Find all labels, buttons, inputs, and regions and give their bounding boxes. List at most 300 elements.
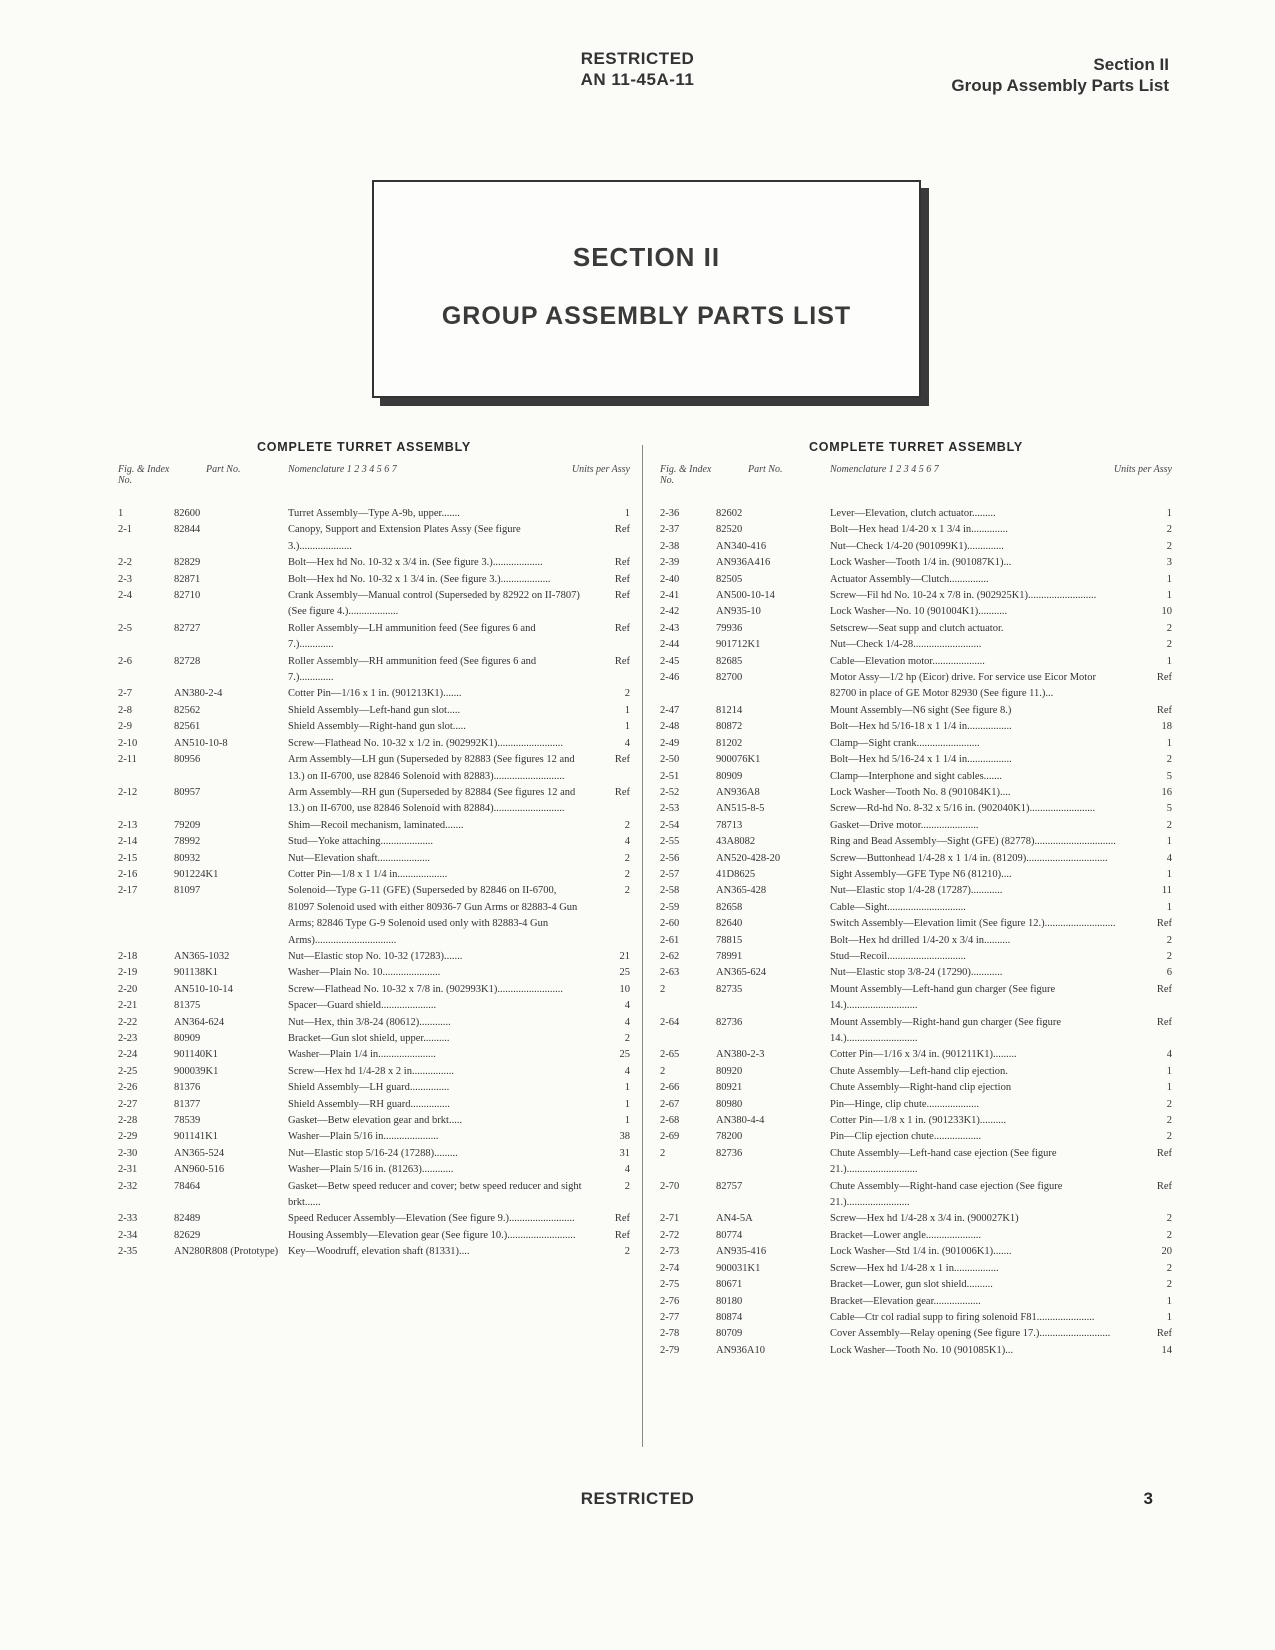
units-cell: Ref bbox=[1156, 1147, 1172, 1159]
fig-index-cell: 2-32 bbox=[118, 1180, 138, 1192]
table-row bbox=[660, 588, 1172, 604]
table-row bbox=[118, 506, 630, 522]
fig-index-cell: 2-37 bbox=[660, 524, 680, 536]
units-cell: 2 bbox=[1166, 1213, 1172, 1225]
fig-index-cell: 2-61 bbox=[660, 934, 680, 946]
table-row bbox=[118, 834, 630, 850]
nomenclature-cell: Arm Assembly—LH gun (Superseded by 82883 (See figures 12 and 13.) on II-6700, use 82846 Solenoid with 82883)........................... bbox=[288, 754, 575, 782]
nomenclature-cell: Canopy, Support and Extension Plates Assy (See figure 3.).................... bbox=[288, 524, 521, 552]
part-number-cell: 81097 bbox=[174, 885, 201, 897]
part-number-cell: AN510-10-8 bbox=[174, 737, 228, 749]
table-row bbox=[118, 1129, 630, 1145]
table-row bbox=[118, 851, 630, 867]
fig-index-cell: 1 bbox=[118, 508, 124, 519]
part-number-cell: AN380-2-4 bbox=[174, 688, 223, 700]
fig-index-cell: 2-42 bbox=[660, 606, 680, 618]
part-number-cell: AN280R808 (Prototype) bbox=[174, 1246, 279, 1258]
table-row bbox=[660, 900, 1172, 916]
nomenclature-cell: Nut—Check 1/4-20 (901099K1).............. bbox=[830, 540, 1004, 552]
part-number-cell: AN935-10 bbox=[716, 606, 761, 618]
units-cell: 31 bbox=[619, 1147, 630, 1159]
fig-index-cell: 2-7 bbox=[118, 688, 132, 700]
table-row bbox=[660, 555, 1172, 571]
nomenclature-cell: Nut—Elastic stop 3/8-24 (17290)............ bbox=[830, 967, 1003, 979]
part-number-cell: AN380-4-4 bbox=[716, 1115, 765, 1127]
fig-index-cell: 2-29 bbox=[118, 1131, 138, 1143]
table-row bbox=[118, 1064, 630, 1080]
fig-index-cell: 2 bbox=[660, 1065, 666, 1077]
units-cell: Ref bbox=[614, 655, 630, 667]
units-cell: 5 bbox=[1166, 770, 1172, 782]
table-row bbox=[660, 1211, 1172, 1227]
col-header-part-no: Part No. bbox=[748, 464, 783, 475]
nomenclature-cell: Cotter Pin—1/8 x 1 1/4 in................... bbox=[288, 868, 448, 880]
table-row bbox=[118, 686, 630, 702]
fig-index-cell: 2-33 bbox=[118, 1213, 138, 1225]
table-row bbox=[660, 916, 1172, 932]
table-row bbox=[660, 539, 1172, 555]
part-number-cell: AN365-624 bbox=[716, 967, 767, 979]
table-row bbox=[660, 506, 1172, 522]
units-cell: 2 bbox=[624, 819, 630, 831]
fig-index-cell: 2-39 bbox=[660, 557, 680, 569]
fig-index-cell: 2-24 bbox=[118, 1049, 138, 1061]
part-number-cell: 82562 bbox=[174, 704, 201, 716]
part-number-cell: 82520 bbox=[716, 524, 743, 536]
part-number-cell: AN365-428 bbox=[716, 885, 767, 897]
table-row bbox=[660, 1261, 1172, 1277]
table-title: COMPLETE TURRET ASSEMBLY bbox=[808, 440, 1024, 454]
units-cell: 2 bbox=[1166, 950, 1172, 962]
nomenclature-cell: Screw—Rd-hd No. 8-32 x 5/16 in. (902040K1)......................... bbox=[830, 803, 1096, 815]
table-row bbox=[118, 1228, 630, 1244]
col-header-units: Units per Assy bbox=[571, 464, 630, 475]
part-number-cell: 80909 bbox=[174, 1033, 201, 1044]
units-cell: 25 bbox=[619, 967, 630, 979]
table-row bbox=[660, 965, 1172, 981]
table-title: COMPLETE TURRET ASSEMBLY bbox=[256, 440, 472, 454]
fig-index-cell: 2-36 bbox=[660, 508, 680, 519]
table-row bbox=[660, 1310, 1172, 1326]
units-cell: 2 bbox=[1166, 639, 1172, 651]
fig-index-cell: 2-6 bbox=[118, 655, 132, 667]
table-row bbox=[118, 703, 630, 719]
part-number-cell: 78200 bbox=[716, 1131, 743, 1143]
units-cell: 1 bbox=[1166, 1311, 1172, 1323]
table-row bbox=[660, 1326, 1172, 1342]
nomenclature-cell: Bolt—Hex head 1/4-20 x 1 3/4 in.............. bbox=[830, 524, 1008, 536]
nomenclature-cell: Lock Washer—Std 1/4 in. (901006K1)....... bbox=[830, 1246, 1012, 1258]
table-row bbox=[660, 522, 1172, 538]
nomenclature-cell: Shim—Recoil mechanism, laminated....... bbox=[288, 819, 464, 831]
part-number-cell: 80671 bbox=[716, 1279, 743, 1291]
table-row bbox=[660, 1294, 1172, 1310]
units-cell: Ref bbox=[614, 590, 630, 602]
units-cell: 2 bbox=[624, 885, 630, 897]
nomenclature-cell: Cable—Ctr col radial supp to firing solenoid F81...................... bbox=[830, 1311, 1095, 1323]
table-row bbox=[118, 1162, 630, 1178]
table-row bbox=[118, 1080, 630, 1096]
table-row bbox=[118, 818, 630, 834]
part-number-cell: 900031K1 bbox=[716, 1262, 761, 1274]
nomenclature-cell: Shield Assembly—Left-hand gun slot..... bbox=[288, 704, 461, 716]
nomenclature-cell: Nut—Elastic stop 5/16-24 (17288)......... bbox=[288, 1147, 458, 1159]
part-number-cell: 82700 bbox=[716, 672, 743, 684]
col-header-units: Units per Assy bbox=[1113, 464, 1172, 475]
nomenclature-cell: Screw—Hex hd 1/4-28 x 1 in................. bbox=[830, 1262, 999, 1274]
units-cell: 11 bbox=[1161, 885, 1172, 897]
units-cell: Ref bbox=[614, 557, 630, 569]
nomenclature-cell: Screw—Hex hd 1/4-28 x 3/4 in. (900027K1) bbox=[830, 1213, 1019, 1225]
part-number-cell: 41D8625 bbox=[716, 868, 756, 880]
fig-index-cell: 2-66 bbox=[660, 1082, 680, 1094]
fig-index-cell: 2-63 bbox=[660, 967, 680, 979]
units-cell: 2 bbox=[1166, 1229, 1172, 1241]
nomenclature-cell: Washer—Plain No. 10...................... bbox=[288, 967, 441, 979]
nomenclature-cell: Solenoid—Type G-11 (GFE) (Superseded by 82846 on II-6700, 81097 Solenoid used with either 80936-7 Gun Arms or 82883-4 Gun Arms; 82846 Type G-9 Solenoid used only with 82883-4 Gun Arms)............................... bbox=[288, 885, 578, 946]
fig-index-cell: 2-76 bbox=[660, 1295, 680, 1307]
nomenclature-cell: Mount Assembly—Left-hand gun charger (See figure 14.)........................... bbox=[830, 983, 1056, 1012]
units-cell: 1 bbox=[1166, 1295, 1172, 1307]
nomenclature-cell: Ring and Bead Assembly—Sight (GFE) (82778)............................... bbox=[830, 836, 1116, 848]
nomenclature-cell: Chute Assembly—Right-hand case ejection (See figure 21.)........................ bbox=[830, 1180, 1063, 1209]
part-number-cell: 901138K1 bbox=[174, 967, 218, 979]
part-number-cell: AN935-416 bbox=[716, 1246, 767, 1258]
fig-index-cell: 2-15 bbox=[118, 852, 138, 864]
part-number-cell: AN936A10 bbox=[716, 1344, 765, 1356]
nomenclature-cell: Bracket—Gun slot shield, upper.......... bbox=[288, 1033, 450, 1044]
nomenclature-cell: Shield Assembly—LH guard............... bbox=[288, 1082, 450, 1094]
fig-index-cell: 2-30 bbox=[118, 1147, 138, 1159]
table-row bbox=[118, 654, 630, 687]
nomenclature-cell: Cotter Pin—1/16 x 3/4 in. (901211K1)......... bbox=[830, 1049, 1017, 1061]
nomenclature-cell: Setscrew—Seat supp and clutch actuator. bbox=[830, 622, 1004, 634]
nomenclature-cell: Washer—Plain 5/16 in..................... bbox=[288, 1131, 439, 1143]
nomenclature-cell: Turret Assembly—Type A-9b, upper....... bbox=[288, 508, 460, 519]
units-cell: Ref bbox=[614, 1213, 630, 1225]
fig-index-cell: 2-69 bbox=[660, 1131, 680, 1143]
units-cell: 4 bbox=[1166, 1049, 1172, 1061]
units-cell: Ref bbox=[1156, 704, 1172, 716]
table-row bbox=[660, 637, 1172, 653]
units-cell: Ref bbox=[1156, 672, 1172, 684]
fig-index-cell: 2-25 bbox=[118, 1065, 138, 1077]
table-row bbox=[660, 621, 1172, 637]
fig-index-cell: 2-14 bbox=[118, 836, 138, 848]
units-cell: 38 bbox=[619, 1131, 630, 1143]
part-number-cell: 82735 bbox=[716, 983, 743, 995]
table-row bbox=[118, 588, 630, 621]
table-row bbox=[118, 1015, 630, 1031]
part-number-cell: 82602 bbox=[716, 508, 743, 519]
part-number-cell: 82489 bbox=[174, 1213, 201, 1225]
nomenclature-cell: Bracket—Lower, gun slot shield.......... bbox=[830, 1279, 993, 1291]
units-cell: 2 bbox=[1166, 754, 1172, 766]
units-cell: 2 bbox=[1166, 1279, 1172, 1291]
table-row bbox=[660, 801, 1172, 817]
units-cell: 5 bbox=[1166, 803, 1172, 815]
nomenclature-cell: Clamp—Interphone and sight cables....... bbox=[830, 770, 1003, 782]
nomenclature-cell: Lock Washer—Tooth No. 10 (901085K1)... bbox=[830, 1344, 1014, 1356]
table-row bbox=[660, 949, 1172, 965]
table-row bbox=[118, 867, 630, 883]
nomenclature-cell: Stud—Yoke attaching.................... bbox=[288, 836, 434, 848]
fig-index-cell: 2-67 bbox=[660, 1098, 680, 1110]
units-cell: 18 bbox=[1161, 721, 1172, 733]
nomenclature-cell: Key—Woodruff, elevation shaft (81331).... bbox=[288, 1246, 470, 1258]
part-number-cell: 82561 bbox=[174, 721, 201, 733]
nomenclature-cell: Crank Assembly—Manual control (Superseded by 82922 on II-7807) (See figure 4.)................... bbox=[288, 590, 580, 618]
table-row bbox=[118, 1146, 630, 1162]
units-cell: Ref bbox=[1156, 918, 1172, 930]
part-number-cell: 900076K1 bbox=[716, 754, 761, 766]
nomenclature-cell: Chute Assembly—Left-hand case ejection (See figure 21.)........................... bbox=[830, 1147, 1057, 1176]
part-number-cell: 80874 bbox=[716, 1311, 743, 1323]
units-cell: Ref bbox=[1156, 983, 1172, 995]
fig-index-cell: 2-48 bbox=[660, 721, 680, 733]
fig-index-cell: 2-45 bbox=[660, 655, 680, 667]
units-cell: 2 bbox=[624, 852, 630, 864]
nomenclature-cell: Bolt—Hex hd 5/16-18 x 1 1/4 in................. bbox=[830, 721, 1012, 733]
part-number-cell: 78991 bbox=[716, 950, 743, 962]
part-number-cell: AN936A8 bbox=[716, 786, 760, 798]
part-number-cell: 81376 bbox=[174, 1082, 201, 1094]
part-number-cell: AN364-624 bbox=[174, 1016, 225, 1028]
fig-index-cell: 2-28 bbox=[118, 1115, 138, 1127]
part-number-cell: AN515-8-5 bbox=[716, 803, 765, 815]
fig-index-cell: 2-19 bbox=[118, 967, 138, 979]
nomenclature-cell: Switch Assembly—Elevation limit (See figure 12.)........................... bbox=[830, 918, 1116, 930]
part-number-cell: AN936A416 bbox=[716, 557, 771, 569]
part-number-cell: 82757 bbox=[716, 1180, 743, 1192]
units-cell: 2 bbox=[624, 1033, 630, 1044]
units-cell: Ref bbox=[1156, 1328, 1172, 1340]
units-cell: 1 bbox=[1166, 590, 1172, 602]
nomenclature-cell: Cotter Pin—1/8 x 1 in. (901233K1).......... bbox=[830, 1115, 1007, 1127]
fig-index-cell: 2-2 bbox=[118, 557, 132, 569]
nomenclature-cell: Washer—Plain 1/4 in...................... bbox=[288, 1049, 436, 1061]
units-cell: Ref bbox=[614, 524, 630, 536]
units-cell: 21 bbox=[619, 950, 630, 962]
part-number-cell: 80872 bbox=[716, 721, 743, 733]
fig-index-cell: 2-72 bbox=[660, 1229, 680, 1241]
part-number-cell: 82658 bbox=[716, 901, 743, 913]
part-number-cell: 82736 bbox=[716, 1016, 743, 1028]
fig-index-cell: 2-9 bbox=[118, 721, 132, 733]
fig-index-cell: 2-11 bbox=[118, 754, 137, 766]
fig-index-cell: 2-26 bbox=[118, 1082, 138, 1094]
fig-index-cell: 2-27 bbox=[118, 1098, 138, 1110]
part-number-cell: 78464 bbox=[174, 1180, 201, 1192]
table-row bbox=[118, 719, 630, 735]
nomenclature-cell: Gasket—Betw speed reducer and cover; betw speed reducer and sight brkt...... bbox=[288, 1180, 582, 1209]
table-row bbox=[660, 1097, 1172, 1113]
units-cell: 2 bbox=[624, 1180, 630, 1192]
table-body bbox=[118, 506, 630, 1261]
fig-index-cell: 2-44 bbox=[660, 639, 680, 651]
col-header-nomenclature: Nomenclature 1 2 3 4 5 6 7 bbox=[288, 464, 397, 475]
units-cell: 6 bbox=[1166, 967, 1172, 979]
nomenclature-cell: Lock Washer—No. 10 (901004K1)........... bbox=[830, 606, 1008, 618]
table-row bbox=[118, 1244, 630, 1260]
table-row bbox=[660, 834, 1172, 850]
fig-index-cell: 2-31 bbox=[118, 1164, 138, 1176]
units-cell: 25 bbox=[619, 1049, 630, 1061]
table-row bbox=[660, 1343, 1172, 1359]
part-number-cell: 901712K1 bbox=[716, 639, 761, 651]
part-number-cell: 82727 bbox=[174, 622, 201, 634]
header-document-number: AN 11-45A-11 bbox=[580, 70, 695, 89]
units-cell: 2 bbox=[1166, 622, 1172, 634]
part-number-cell: 82505 bbox=[716, 573, 743, 585]
table-row bbox=[118, 621, 630, 654]
header-section: Section II bbox=[1093, 55, 1169, 74]
nomenclature-cell: Nut—Elastic stop 1/4-28 (17287)............ bbox=[830, 885, 1003, 897]
nomenclature-cell: Bracket—Lower angle..................... bbox=[830, 1229, 982, 1241]
part-number-cell: 82736 bbox=[716, 1147, 743, 1159]
nomenclature-cell: Housing Assembly—Elevation gear (See figure 10.).......................... bbox=[288, 1229, 576, 1241]
fig-index-cell: 2-73 bbox=[660, 1246, 680, 1258]
part-number-cell: 82600 bbox=[174, 508, 201, 519]
part-number-cell: 82629 bbox=[174, 1229, 201, 1241]
nomenclature-cell: Lock Washer—Tooth 1/4 in. (901087K1)... bbox=[830, 557, 1012, 569]
fig-index-cell: 2-53 bbox=[660, 803, 680, 815]
table-row bbox=[660, 1277, 1172, 1293]
table-row bbox=[660, 1113, 1172, 1129]
units-cell: 1 bbox=[1166, 901, 1172, 913]
part-number-cell: 901224K1 bbox=[174, 868, 219, 880]
part-number-cell: AN340-416 bbox=[716, 540, 767, 552]
fig-index-cell: 2-51 bbox=[660, 770, 680, 782]
part-number-cell: 78713 bbox=[716, 819, 743, 831]
table-row bbox=[660, 933, 1172, 949]
nomenclature-cell: Cable—Elevation motor.................... bbox=[830, 655, 985, 667]
units-cell: 4 bbox=[624, 1000, 630, 1012]
fig-index-cell: 2-54 bbox=[660, 819, 680, 831]
nomenclature-cell: Washer—Plain 5/16 in. (81263)............ bbox=[288, 1164, 454, 1176]
table-row bbox=[118, 522, 630, 555]
nomenclature-cell: Bolt—Hex hd No. 10-32 x 3/4 in. (See figure 3.)................... bbox=[288, 557, 543, 569]
fig-index-cell: 2-70 bbox=[660, 1180, 680, 1192]
nomenclature-cell: Lock Washer—Tooth No. 8 (901084K1).... bbox=[830, 786, 1011, 798]
part-number-cell: 81375 bbox=[174, 1000, 201, 1012]
nomenclature-cell: Nut—Hex, thin 3/8-24 (80612)............ bbox=[288, 1016, 451, 1028]
units-cell: 2 bbox=[1166, 934, 1172, 946]
nomenclature-cell: Screw—Buttonhead 1/4-28 x 1 1/4 in. (81209)............................... bbox=[830, 852, 1108, 864]
nomenclature-cell: Nut—Elevation shaft.................... bbox=[288, 852, 431, 864]
nomenclature-cell: Cotter Pin—1/16 x 1 in. (901213K1)....... bbox=[288, 688, 462, 700]
part-number-cell: 82640 bbox=[716, 918, 743, 930]
fig-index-cell: 2-47 bbox=[660, 704, 680, 716]
fig-index-cell: 2-1 bbox=[118, 524, 132, 536]
nomenclature-cell: Spacer—Guard shield..................... bbox=[288, 1000, 437, 1012]
fig-index-cell: 2-4 bbox=[118, 590, 132, 602]
page-number: 3 bbox=[1143, 1489, 1153, 1508]
part-number-cell: AN4-5A bbox=[716, 1213, 753, 1225]
part-number-cell: 80920 bbox=[716, 1065, 743, 1077]
column-divider bbox=[642, 445, 643, 1447]
fig-index-cell: 2-71 bbox=[660, 1213, 680, 1225]
nomenclature-cell: Lever—Elevation, clutch actuator......... bbox=[830, 508, 996, 519]
fig-index-cell: 2-57 bbox=[660, 868, 680, 880]
part-number-cell: 78992 bbox=[174, 836, 201, 848]
fig-index-cell: 2-58 bbox=[660, 885, 680, 897]
table-row bbox=[660, 982, 1172, 1015]
part-number-cell: 79936 bbox=[716, 622, 743, 634]
nomenclature-cell: Chute Assembly—Left-hand clip ejection. bbox=[830, 1065, 1008, 1077]
table-row bbox=[660, 785, 1172, 801]
nomenclature-cell: Bracket—Elevation gear.................. bbox=[830, 1295, 981, 1307]
fig-index-cell: 2-5 bbox=[118, 622, 132, 634]
table-row bbox=[118, 572, 630, 588]
col-header-fig-index: Fig. & Index No. bbox=[660, 464, 712, 486]
units-cell: 2 bbox=[1166, 524, 1172, 536]
nomenclature-cell: Chute Assembly—Right-hand clip ejection bbox=[830, 1082, 1012, 1094]
part-number-cell: 80909 bbox=[716, 770, 743, 782]
section-heading: SECTION II bbox=[572, 242, 721, 272]
table-row bbox=[118, 555, 630, 571]
units-cell: 2 bbox=[1166, 1098, 1172, 1110]
part-number-cell: AN365-1032 bbox=[174, 950, 230, 962]
table-row bbox=[660, 1146, 1172, 1179]
part-number-cell: AN960-516 bbox=[174, 1164, 225, 1176]
fig-index-cell: 2-13 bbox=[118, 819, 138, 831]
units-cell: 20 bbox=[1161, 1246, 1172, 1258]
units-cell: 1 bbox=[624, 704, 630, 716]
part-number-cell: 80980 bbox=[716, 1098, 743, 1110]
part-number-cell: 81202 bbox=[716, 737, 743, 749]
table-row bbox=[660, 1080, 1172, 1096]
table-row bbox=[660, 851, 1172, 867]
part-number-cell: 78539 bbox=[174, 1115, 201, 1127]
part-number-cell: 82829 bbox=[174, 557, 201, 569]
units-cell: 4 bbox=[624, 836, 630, 848]
units-cell: 2 bbox=[624, 1246, 630, 1258]
fig-index-cell: 2-79 bbox=[660, 1344, 680, 1356]
nomenclature-cell: Nut—Elastic stop No. 10-32 (17283)....... bbox=[288, 950, 463, 962]
units-cell: 1 bbox=[624, 1115, 630, 1127]
table-row bbox=[660, 1244, 1172, 1260]
nomenclature-cell: Cable—Sight.............................. bbox=[830, 901, 966, 913]
nomenclature-cell: Screw—Fil hd No. 10-24 x 7/8 in. (902925K1).......................... bbox=[830, 590, 1097, 602]
part-number-cell: 82685 bbox=[716, 655, 743, 667]
nomenclature-cell: Arm Assembly—RH gun (Superseded by 82884 (See figures 12 and 13.) on II-6700, use 82846 Solenoid with 82884)........................... bbox=[288, 786, 576, 815]
table-row bbox=[118, 949, 630, 965]
part-number-cell: 900039K1 bbox=[174, 1065, 219, 1077]
units-cell: 4 bbox=[624, 737, 630, 749]
part-number-cell: AN365-524 bbox=[174, 1147, 225, 1159]
units-cell: 2 bbox=[1166, 819, 1172, 831]
units-cell: 2 bbox=[1166, 1262, 1172, 1274]
nomenclature-cell: Screw—Flathead No. 10-32 x 1/2 in. (902992K1)......................... bbox=[288, 737, 564, 749]
nomenclature-cell: Stud—Recoil.............................. bbox=[830, 950, 966, 962]
units-cell: 1 bbox=[624, 1098, 630, 1110]
fig-index-cell: 2-60 bbox=[660, 918, 680, 930]
fig-index-cell: 2-56 bbox=[660, 852, 680, 864]
units-cell: 2 bbox=[624, 868, 630, 880]
fig-index-cell: 2-65 bbox=[660, 1049, 680, 1061]
units-cell: 4 bbox=[624, 1016, 630, 1028]
units-cell: 1 bbox=[1166, 655, 1172, 667]
table-row bbox=[118, 998, 630, 1014]
nomenclature-cell: Sight Assembly—GFE Type N6 (81210).... bbox=[830, 868, 1012, 880]
units-cell: 2 bbox=[1166, 540, 1172, 552]
table-row bbox=[118, 1179, 630, 1212]
units-cell: 10 bbox=[1161, 606, 1172, 618]
table-row bbox=[660, 1015, 1172, 1048]
table-row bbox=[660, 572, 1172, 588]
part-number-cell: AN380-2-3 bbox=[716, 1049, 765, 1061]
